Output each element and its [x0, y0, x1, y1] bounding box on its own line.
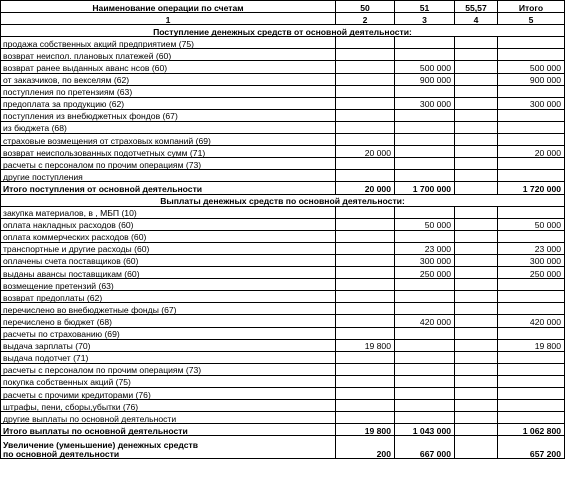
account-51-cell — [395, 206, 455, 218]
account-51-cell — [395, 121, 455, 133]
account-55-57-cell — [455, 218, 498, 230]
account-50-cell — [336, 61, 395, 73]
account-50-cell: 20 000 — [336, 146, 395, 158]
total-cell — [498, 327, 565, 339]
operation-label: страховые возмещения от страховых компаний (69) — [1, 134, 336, 146]
account-55-57-cell — [455, 109, 498, 121]
account-51-cell: 23 000 — [395, 242, 455, 254]
account-55-57-cell — [455, 182, 498, 194]
table-row — [1, 158, 565, 170]
account-55-57-cell — [455, 121, 498, 133]
operation-label: перечислено в бюджет (68) — [1, 315, 336, 327]
account-55-57-cell — [455, 351, 498, 363]
table-row — [1, 315, 565, 327]
account-51-cell — [395, 363, 455, 375]
section-title: Поступление денежных средств от основной деятельности: — [1, 25, 565, 37]
account-50-cell — [336, 315, 395, 327]
operation-label: оплата накладных расходов (60) — [1, 218, 336, 230]
account-50-cell — [336, 134, 395, 146]
header-account-51: 51 — [395, 1, 455, 13]
account-51-cell: 250 000 — [395, 267, 455, 279]
account-50-cell — [336, 303, 395, 315]
account-55-57-cell — [455, 206, 498, 218]
account-51-cell — [395, 158, 455, 170]
net-change-label-line1: Увеличение (уменьшение) денежных средств — [3, 440, 199, 451]
table-row — [1, 242, 565, 254]
operation-label: возмещение претензий (63) — [1, 279, 336, 291]
table-row — [1, 254, 565, 266]
operation-label: штрафы, пени, сборы,убытки (76) — [1, 400, 336, 412]
total-cell: 657 200 — [498, 436, 565, 459]
total-cell: 500 000 — [498, 61, 565, 73]
table-row — [1, 339, 565, 351]
net-change-row — [1, 436, 565, 459]
table-row — [1, 146, 565, 158]
account-55-57-cell — [455, 412, 498, 424]
operation-label: выдача зарплаты (70) — [1, 339, 336, 351]
account-51-cell: 1 700 000 — [395, 182, 455, 194]
operation-label: от заказчиков, по векселям (62) — [1, 73, 336, 85]
account-50-cell — [336, 412, 395, 424]
operation-label: продажа собственных акций предприятием (75) — [1, 37, 336, 49]
account-55-57-cell — [455, 97, 498, 109]
account-50-cell: 19 800 — [336, 339, 395, 351]
account-51-cell — [395, 37, 455, 49]
total-cell: 50 000 — [498, 218, 565, 230]
account-50-cell — [336, 375, 395, 387]
account-55-57-cell — [455, 85, 498, 97]
account-50-cell — [336, 230, 395, 242]
account-55-57-cell — [455, 303, 498, 315]
operation-label: возврат предоплаты (62) — [1, 291, 336, 303]
operation-label: оплата коммерческих расходов (60) — [1, 230, 336, 242]
total-cell — [498, 49, 565, 61]
total-cell: 300 000 — [498, 97, 565, 109]
account-50-cell — [336, 170, 395, 182]
total-cell — [498, 170, 565, 182]
total-cell — [498, 400, 565, 412]
operation-label: другие выплаты по основной деятельности — [1, 412, 336, 424]
operation-label: оплачены счета поставщиков (60) — [1, 254, 336, 266]
total-cell: 900 000 — [498, 73, 565, 85]
account-50-cell — [336, 327, 395, 339]
account-51-cell — [395, 279, 455, 291]
operation-label: выданы авансы поставщикам (60) — [1, 267, 336, 279]
table-row — [1, 412, 565, 424]
account-51-cell: 300 000 — [395, 97, 455, 109]
account-50-cell — [336, 49, 395, 61]
table-row — [1, 230, 565, 242]
header-account-55-57: 55,57 — [455, 1, 498, 13]
operation-label: расчеты с прочими кредиторами (76) — [1, 388, 336, 400]
total-cell: 250 000 — [498, 267, 565, 279]
table-row — [1, 400, 565, 412]
account-51-cell — [395, 412, 455, 424]
account-51-cell — [395, 230, 455, 242]
account-50-cell — [336, 363, 395, 375]
operation-label: другие поступления — [1, 170, 336, 182]
table-row — [1, 218, 565, 230]
account-51-cell: 900 000 — [395, 73, 455, 85]
account-55-57-cell — [455, 375, 498, 387]
table-row — [1, 37, 565, 49]
total-cell — [498, 230, 565, 242]
header-number-2: 2 — [336, 13, 395, 25]
account-51-cell — [395, 134, 455, 146]
table-row — [1, 388, 565, 400]
total-cell — [498, 121, 565, 133]
header-number-4: 4 — [455, 13, 498, 25]
account-51-cell — [395, 375, 455, 387]
account-50-cell — [336, 158, 395, 170]
operation-label: транспортные и другие расходы (60) — [1, 242, 336, 254]
account-50-cell — [336, 97, 395, 109]
operation-label: перечислено во внебюджетные фонды (67) — [1, 303, 336, 315]
operation-label: расчеты с персоналом по прочим операциям (73) — [1, 158, 336, 170]
operation-label: возврат неиспользованных подотчетных сумм (71) — [1, 146, 336, 158]
table-row — [1, 291, 565, 303]
operation-label: выдача подотчет (71) — [1, 351, 336, 363]
operation-label: расчеты по страхованию (69) — [1, 327, 336, 339]
table-row — [1, 363, 565, 375]
account-50-cell — [336, 37, 395, 49]
table-row — [1, 49, 565, 61]
table-row — [1, 85, 565, 97]
operation-label: расчеты с персоналом по прочим операциям (73) — [1, 363, 336, 375]
section-title-row — [1, 25, 565, 37]
account-51-cell — [395, 327, 455, 339]
table-row — [1, 61, 565, 73]
table-row — [1, 170, 565, 182]
account-51-cell: 300 000 — [395, 254, 455, 266]
account-50-cell — [336, 388, 395, 400]
account-50-cell: 200 — [336, 436, 395, 459]
account-55-57-cell — [455, 61, 498, 73]
account-55-57-cell — [455, 436, 498, 459]
account-55-57-cell — [455, 254, 498, 266]
total-cell: 1 062 800 — [498, 424, 565, 436]
total-cell — [498, 158, 565, 170]
account-50-cell — [336, 218, 395, 230]
account-51-cell — [395, 339, 455, 351]
account-51-cell — [395, 146, 455, 158]
total-cell — [498, 412, 565, 424]
account-50-cell — [336, 291, 395, 303]
account-51-cell — [395, 49, 455, 61]
account-50-cell — [336, 206, 395, 218]
account-50-cell — [336, 121, 395, 133]
section-total-row — [1, 424, 565, 436]
table-row — [1, 121, 565, 133]
total-cell — [498, 351, 565, 363]
total-cell — [498, 37, 565, 49]
account-50-cell — [336, 242, 395, 254]
table-row — [1, 206, 565, 218]
account-50-cell: 19 800 — [336, 424, 395, 436]
table-row — [1, 73, 565, 85]
header-number-row — [1, 13, 565, 25]
account-55-57-cell — [455, 242, 498, 254]
operation-label: поступления из внебюджетных фондов (67) — [1, 109, 336, 121]
account-51-cell — [395, 170, 455, 182]
account-51-cell: 50 000 — [395, 218, 455, 230]
table-row — [1, 303, 565, 315]
header-account-50: 50 — [336, 1, 395, 13]
account-50-cell — [336, 85, 395, 97]
total-cell: 420 000 — [498, 315, 565, 327]
account-55-57-cell — [455, 49, 498, 61]
account-55-57-cell — [455, 158, 498, 170]
account-55-57-cell — [455, 363, 498, 375]
total-cell — [498, 375, 565, 387]
account-55-57-cell — [455, 279, 498, 291]
account-50-cell — [336, 254, 395, 266]
total-cell — [498, 303, 565, 315]
account-55-57-cell — [455, 230, 498, 242]
table-row — [1, 267, 565, 279]
total-cell: 300 000 — [498, 254, 565, 266]
operation-label: возврат неиспол. плановых платежей (60) — [1, 49, 336, 61]
table-row — [1, 97, 565, 109]
account-51-cell: 420 000 — [395, 315, 455, 327]
account-55-57-cell — [455, 291, 498, 303]
section-title: Выплаты денежных средств по основной деятельности: — [1, 194, 565, 206]
account-51-cell — [395, 351, 455, 363]
account-55-57-cell — [455, 146, 498, 158]
account-50-cell — [336, 267, 395, 279]
total-cell — [498, 388, 565, 400]
total-cell: 1 720 000 — [498, 182, 565, 194]
header-number-3: 3 — [395, 13, 455, 25]
total-cell — [498, 134, 565, 146]
table-row — [1, 375, 565, 387]
account-55-57-cell — [455, 388, 498, 400]
total-cell: 19 800 — [498, 339, 565, 351]
header-number-5: 5 — [498, 13, 565, 25]
account-51-cell: 500 000 — [395, 61, 455, 73]
net-change-label — [1, 436, 336, 459]
header-row — [1, 1, 565, 13]
account-55-57-cell — [455, 339, 498, 351]
operation-label: покупка собственных акций (75) — [1, 375, 336, 387]
account-55-57-cell — [455, 267, 498, 279]
account-55-57-cell — [455, 315, 498, 327]
account-51-cell — [395, 109, 455, 121]
operation-label: закупка материалов, в , МБП (10) — [1, 206, 336, 218]
account-51-cell: 1 043 000 — [395, 424, 455, 436]
operation-label: Итого поступления от основной деятельности — [1, 182, 336, 194]
account-50-cell — [336, 279, 395, 291]
account-55-57-cell — [455, 134, 498, 146]
account-50-cell — [336, 351, 395, 363]
header-total: Итого — [498, 1, 565, 13]
operation-label: предоплата за продукцию (62) — [1, 97, 336, 109]
header-number-1: 1 — [1, 13, 336, 25]
table-row — [1, 327, 565, 339]
account-50-cell — [336, 400, 395, 412]
account-55-57-cell — [455, 37, 498, 49]
account-51-cell — [395, 85, 455, 97]
header-operation-name: Наименование операции по счетам — [1, 1, 336, 13]
account-51-cell — [395, 303, 455, 315]
operation-label: Итого выплаты по основной деятельности — [1, 424, 336, 436]
account-55-57-cell — [455, 170, 498, 182]
section-total-row — [1, 182, 565, 194]
table-row — [1, 109, 565, 121]
account-51-cell — [395, 400, 455, 412]
cash-flow-table-body — [1, 1, 565, 459]
table-row — [1, 134, 565, 146]
net-change-label-line2: по основной деятельности — [3, 448, 120, 459]
total-cell — [498, 279, 565, 291]
section-title-row — [1, 194, 565, 206]
account-50-cell: 20 000 — [336, 182, 395, 194]
total-cell — [498, 363, 565, 375]
operation-label: возврат ранее выданных аванс нсов (60) — [1, 61, 336, 73]
total-cell: 20 000 — [498, 146, 565, 158]
total-cell — [498, 206, 565, 218]
account-51-cell — [395, 388, 455, 400]
table-row — [1, 279, 565, 291]
account-55-57-cell — [455, 424, 498, 436]
account-55-57-cell — [455, 400, 498, 412]
operation-label: из бюджета (68) — [1, 121, 336, 133]
total-cell — [498, 85, 565, 97]
account-55-57-cell — [455, 327, 498, 339]
account-50-cell — [336, 73, 395, 85]
total-cell — [498, 109, 565, 121]
account-50-cell — [336, 109, 395, 121]
total-cell: 23 000 — [498, 242, 565, 254]
account-51-cell — [395, 291, 455, 303]
operation-label: поступления по претензиям (63) — [1, 85, 336, 97]
account-51-cell: 667 000 — [395, 436, 455, 459]
account-55-57-cell — [455, 73, 498, 85]
total-cell — [498, 291, 565, 303]
table-row — [1, 351, 565, 363]
